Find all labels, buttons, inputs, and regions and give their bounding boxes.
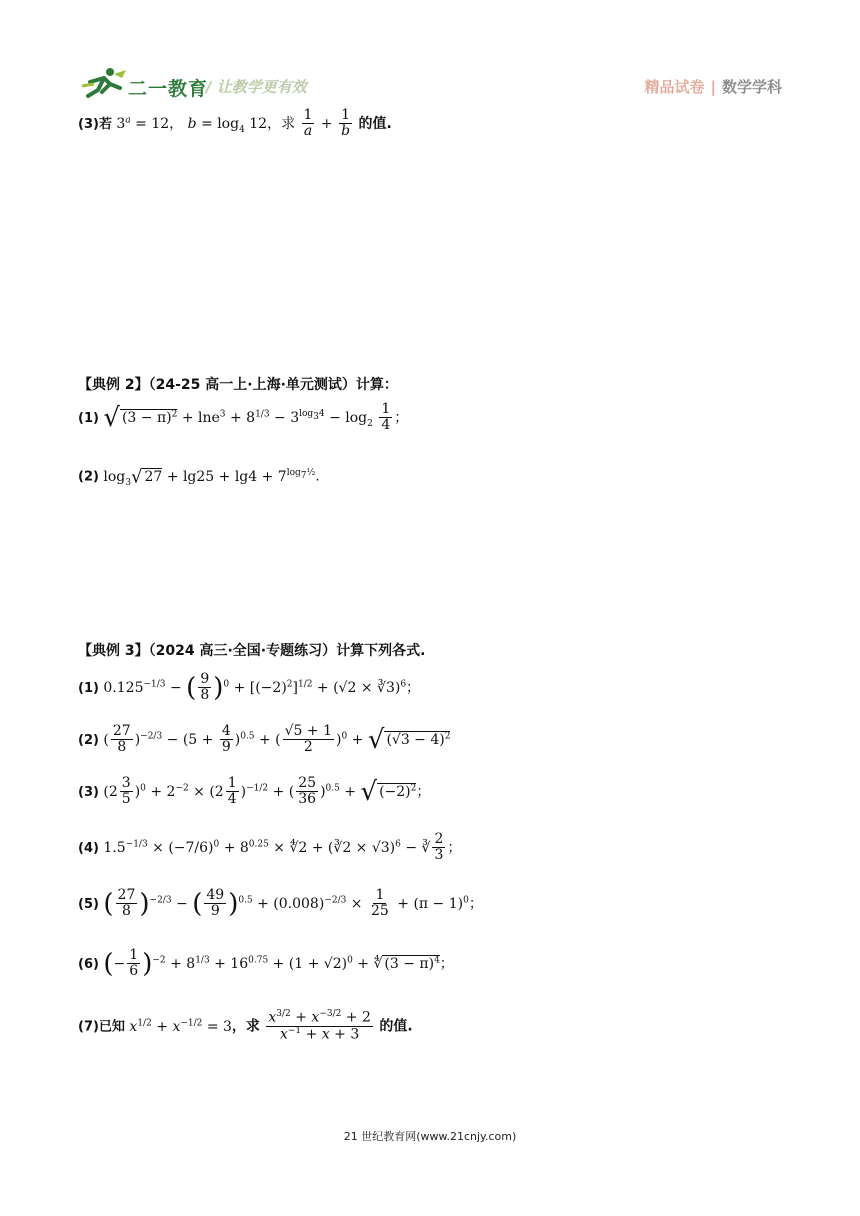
item-end: . (315, 468, 320, 485)
example-3-item-1: (1) $0.125^{-1/3}$ − ( $\frac{9}{8}$ )$^0 + [(-2)^2]^{1/2} + (√2$ × ∛3)$^6$； (78, 671, 421, 704)
item-end: ； (406, 679, 421, 696)
item-suffix: 的值. (379, 1018, 413, 1035)
example-3-title: 【典例 3】（2024 高三·全国·专题练习）计算下列各式. (78, 643, 426, 659)
header-tag-quality: 精品试卷 (644, 78, 705, 96)
item-number: (6) (78, 956, 99, 972)
item-number: (2) (78, 732, 99, 748)
question-sep: ， (169, 115, 184, 132)
item-end: ； (394, 409, 409, 426)
example-3-item-4: (4) $1.5^{-1/3} \times (-7/6)^0 + 8^{0.25}$ × ∜2 + (∛2 × √3)$^6$ − ∛ $\frac{2}{3}$ ； (78, 831, 462, 864)
example-3-item-5: (5) ( $\frac{27}{8}$ )$^{-2/3}$ − ( $\frac{49}{9}$ )$^{0.5} + (0.008)^{-2/3}$ × $\frac{1}{25}$ + $(\pi - 1)^0$； (78, 887, 483, 920)
runner-logo-icon (80, 66, 128, 100)
item-number: (5) (78, 896, 99, 912)
question-number: (3) (78, 116, 99, 132)
item-end: ； (439, 955, 454, 972)
page-footer: 21 世纪教育网(www.21cnjy.com) (343, 1130, 517, 1143)
item-number: (2) (78, 469, 99, 485)
item-end: ； (447, 839, 462, 856)
brand-name: 二一教育 (128, 78, 209, 100)
item-number: (1) (78, 680, 99, 696)
question-prev-3: (3)若 $3^a = 12$， $b = \log_4 12$，求 $\frac{1}{a}$ + $\frac{1}{b}$ 的值. (78, 107, 392, 140)
item-number: (7) (78, 1019, 99, 1035)
example-3-item-3: (3) (2 $\frac{3}{5}$ )$^0 + 2^{-2} \times (2$ $\frac{1}{4}$ )$^{-1/2}$ + ( $\frac{25}{36}$ )$^{0.5}$ + √ $(-2)^2$； (78, 775, 431, 808)
item-prefix: 已知 (98, 1019, 125, 1035)
example-2-title: 【典例 2】（24-25 高一上·上海·单元测试）计算： (78, 377, 398, 393)
example-3-item-7: (7)已知 $x^{1/2} + x^{-1/2} = 3$，求 $\frac{x^{3/2} + x^{-3/2} + 2}{x^{-1} + x + 3}$ 的值. (78, 1009, 413, 1043)
header-subject (644, 76, 782, 97)
example-2-item-2: (2) $\log_3√$ $27 + \lg 25 + \lg 4 + 7^{log_7\frac{1}{2}}$. (78, 466, 320, 488)
example-3-item-2: (2) ( $\frac{27}{8}$ )$^{-2/3}$ − (5 + $\frac{4}{9}$ )$^{0.5}$ + ( $\frac{√5 + 1}{2}$ )$^0$ + √ $(√3 - 4)^2$ (78, 723, 451, 756)
page-header (0, 0, 860, 110)
example-3-item-6: (6) (− $\frac{1}{6}$ )$^{-2} + 8^{1/3} + 16^{0.75} + (1 + √2)^0$ + ∜ $(3 - \pi)^4$； (78, 947, 454, 980)
question-prefix: 若 (98, 116, 112, 132)
item-number: (1) (78, 410, 99, 426)
question-sep2: ，求 (267, 115, 296, 132)
brand-slogan: / 让教学更有效 (206, 78, 307, 96)
item-sep: ，求 (231, 1018, 260, 1035)
item-number: (3) (78, 784, 99, 800)
item-end: ； (468, 895, 483, 912)
item-end: ； (416, 783, 431, 800)
header-tag-subject: 数学学科 (721, 78, 782, 96)
item-number: (4) (78, 840, 99, 856)
question-suffix: 的值. (358, 115, 392, 132)
example-2-item-1: (1) √ $(3 - \pi)^2 + \ln e^3 + 8^{1/3} - 3^{log_34} - \log_2$ $\frac{1}{4}$ ； (78, 401, 409, 434)
header-separator: | (710, 78, 716, 96)
